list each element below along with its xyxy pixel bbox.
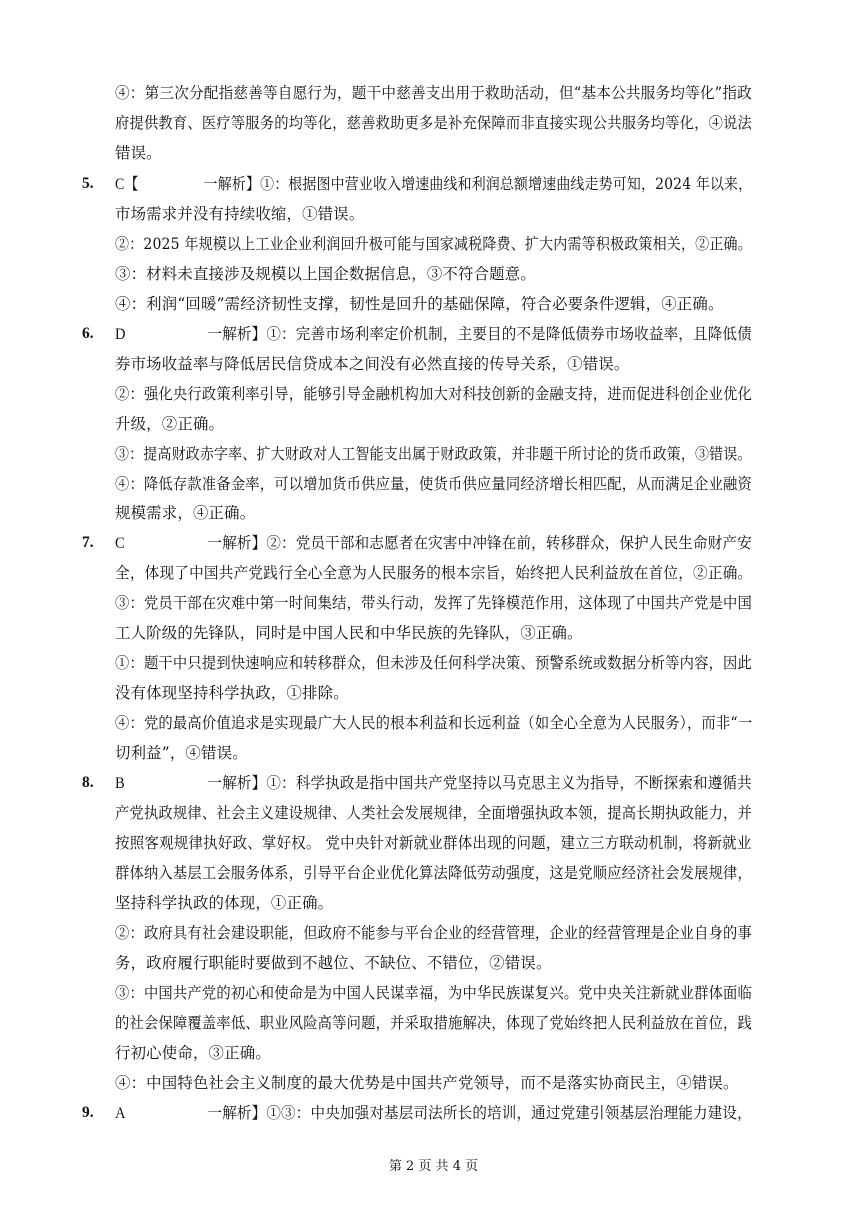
- q5-line-4: ③：材料未直接涉及规模以上国企数据信息，③不符合题意。: [115, 265, 536, 283]
- q9-text-1: 一解析】①③：中央加强对基层司法所长的培训，通过党建引领基层治理能力建设，: [207, 1104, 752, 1122]
- q6-line-4: 升级，②正确。: [115, 415, 225, 433]
- q5-line-5: ④：利润“回暖”需经济韧性支撑，韧性是回升的基础保障，符合必要条件逻辑，④正确。: [115, 295, 724, 313]
- q8-line-10: 行初心使命，③正确。: [115, 1044, 271, 1062]
- q8-answer: B: [115, 775, 125, 792]
- q7-line-7: ④：党的最高价值追求是实现最广大人民的根本利益和长远利益（如全心全意为人民服务），而非“一: [115, 714, 753, 732]
- q7-line-5: ①：题干中只提到快速响应和转移群众，但未涉及任何科学决策、预警系统或数据分析等内容，因此: [115, 654, 753, 672]
- q5-line-2: 市场需求并没有持续收缩，①错误。: [115, 205, 365, 223]
- q8-line-1: [115, 773, 752, 794]
- q6-line-3: ②：强化央行政策利率引导，能够引导金融机构加大对科技创新的金融支持，进而促进科创企业优化: [115, 385, 753, 403]
- q4-line-3: 错误。: [115, 144, 162, 162]
- q7-line-3: ③：党员干部在灾难中第一时间集结，带头行动，发挥了先锋模范作用，这体现了中国共产党是中国: [115, 594, 753, 612]
- q4-line-1: ④：第三次分配指慈善等自愿行为，题干中慈善支出用于救助活动，但“基本公共服务均等化”指政: [115, 84, 752, 102]
- q7-line-2: 全，体现了中国共产党践行全心全意为人民服务的根本宗旨，始终把人民利益放在首位，②正确。: [115, 564, 753, 582]
- q6-line-5: ③：提高财政赤字率、扩大财政对人工智能支出属于财政政策，并非题干所讨论的货币政策，③错误。: [115, 445, 752, 463]
- q9-answer: A: [115, 1105, 126, 1122]
- q4-line-2: 府提供教育、医疗等服务的均等化，慈善救助更多是补充保障而非直接实现公共服务均等化，④说法: [115, 114, 753, 132]
- q7-text-1: 一解析】②：党员干部和志愿者在灾害中冲锋在前，转移群众，保护人民生命财产安: [207, 534, 752, 552]
- q6-line-6: ④：降低存款准备金率，可以增加货币供应量，使货币供应量同经济增长相匹配，从而满足企业融资: [115, 475, 753, 493]
- q5-text-1: 一解析】①：根据图中营业收入增速曲线和利润总额增速曲线走势可知，2024 年以来，: [203, 175, 753, 193]
- q6-line-7: 规模需求，④正确。: [115, 504, 256, 522]
- q6-answer: D: [115, 326, 126, 343]
- q8-line-7: 务，政府履行职能时要做到不越位、不缺位、不错位，②错误。: [115, 954, 552, 972]
- q8-line-9: 的社会保障覆盖率低、职业风险高等问题，并采取措施解决，体现了党始终把人民利益放在首位，践: [115, 1014, 753, 1032]
- q5-line-3: ②：2025 年规模以上工业企业利润回升极可能与国家减税降费、扩大内需等积极政策相关，②正确。: [115, 235, 752, 253]
- q7-line-1: [115, 533, 752, 554]
- q8-line-2: 产党执政规律、社会主义建设规律、人类社会发展规律，全面增强执政本领，提高长期执政能力，并: [115, 804, 753, 822]
- q7-answer: C: [115, 535, 125, 552]
- q6-line-2: 券市场收益率与降低居民信贷成本之间没有必然直接的传导关系，①错误。: [115, 355, 630, 373]
- q5-number: 5.: [82, 175, 94, 192]
- q6-text-1: 一解析】①：完善市场利率定价机制，主要目的不是降低债券市场收益率，且降低债: [207, 325, 752, 343]
- q8-line-6: ②：政府具有社会建设职能，但政府不能参与平台企业的经营管理，企业的经营管理是企业自身的事: [115, 924, 753, 942]
- q7-line-6: 没有体现坚持科学执政，①排除。: [115, 684, 349, 702]
- q9-number: 9.: [82, 1104, 94, 1121]
- q7-number: 7.: [82, 534, 94, 551]
- q8-line-4: 群体纳入基层工会服务体系，引导平台企业优化算法降低劳动强度，这是党顺应经济社会发展规律，: [115, 864, 753, 882]
- q8-number: 8.: [82, 774, 94, 791]
- page-footer: 第 2 页 共 4 页: [388, 1159, 479, 1174]
- q7-line-4: 工人阶级的先锋队，同时是中国人民和中华民族的先锋队，③正确。: [115, 624, 583, 642]
- q7-line-8: 切利益”，④错误。: [115, 744, 248, 762]
- q9-line-1: [115, 1103, 752, 1124]
- q8-line-8: ③：中国共产党的初心和使命是为中国人民谋幸福，为中华民族谋复兴。党中央关注新就业群体面临: [115, 984, 753, 1002]
- q5-answer: C【: [115, 176, 139, 193]
- q5-line-1: [115, 174, 752, 195]
- q8-line-11: ④：中国特色社会主义制度的最大优势是中国共产党领导，而不是落实协商民主，④错误。: [115, 1074, 739, 1092]
- q8-line-3: 按照客观规律执好政、掌好权。 党中央针对新就业群体出现的问题，建立三方联动机制，将新就业: [115, 834, 752, 852]
- q6-line-1: [115, 324, 752, 345]
- q8-line-5: 坚持科学执政的体现，①正确。: [115, 894, 334, 912]
- q8-text-1: 一解析】①：科学执政是指中国共产党坚持以马克思主义为指导，不断探索和遵循共: [207, 774, 752, 792]
- q6-number: 6.: [82, 325, 94, 342]
